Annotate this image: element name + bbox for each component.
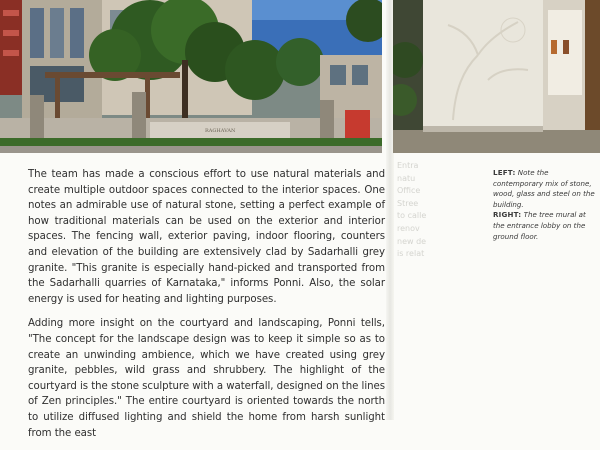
bleed-through-text xyxy=(397,160,433,261)
ghost-line: new de xyxy=(397,236,427,246)
entrance-lobby-photo xyxy=(393,0,600,153)
ghost-line: Office xyxy=(397,186,421,196)
ghost-line: Stree xyxy=(397,198,419,208)
building-exterior-photo xyxy=(0,0,382,153)
caption-left-text: Note the contemporary mix of stone, wood, glass and steel on the building. xyxy=(493,168,595,209)
ghost-line: is relat xyxy=(397,249,425,259)
ghost-line: Entra xyxy=(397,161,419,170)
article-paragraph: The team has made a conscious effort to use natural materials and create multiple outdoor spaces connected to the interior spaces. One notes an admirable use of natural stone, setting a perfect example of how traditional materials can be used on the exterior and interior spaces. The fencing wall, exterior paving, indoor flooring, counters and elevation of the building are extensively clad by Sadarhalli grey granite. "This granite is especially hand-picked and transported from the Sadarhalli quarries of Karnataka," informs Ponni. Also, the solar energy is used for heating and lighting purposes. xyxy=(28,169,385,305)
article-body xyxy=(28,167,385,450)
ghost-line: natu xyxy=(397,173,416,183)
article-paragraph: Adding more insight on the courtyard and landscaping, Ponni tells, "The concept for the landscape design was to keep it simple so as to create an unwinding ambience, which we have created using grey granite, pebbles, wild grass and shrubbery. The highlight of the courtyard is the stone sculpture with a waterfall, designed on the lines of Zen principles." The entire courtyard is oriented towards the north to utilize diffused lighting and shield the home from harsh sunlight from the east xyxy=(28,318,385,439)
caption-right-tag: RIGHT: xyxy=(493,210,522,220)
photo-caption xyxy=(493,168,597,242)
caption-right-text: The tree mural at the entrance lobby on the ground floor. xyxy=(493,210,586,241)
ghost-line: renov xyxy=(397,223,420,233)
caption-left-tag: LEFT: xyxy=(493,168,516,177)
ghost-line: to calle xyxy=(397,211,427,221)
sign-text: RAGHAVAN xyxy=(205,128,236,134)
